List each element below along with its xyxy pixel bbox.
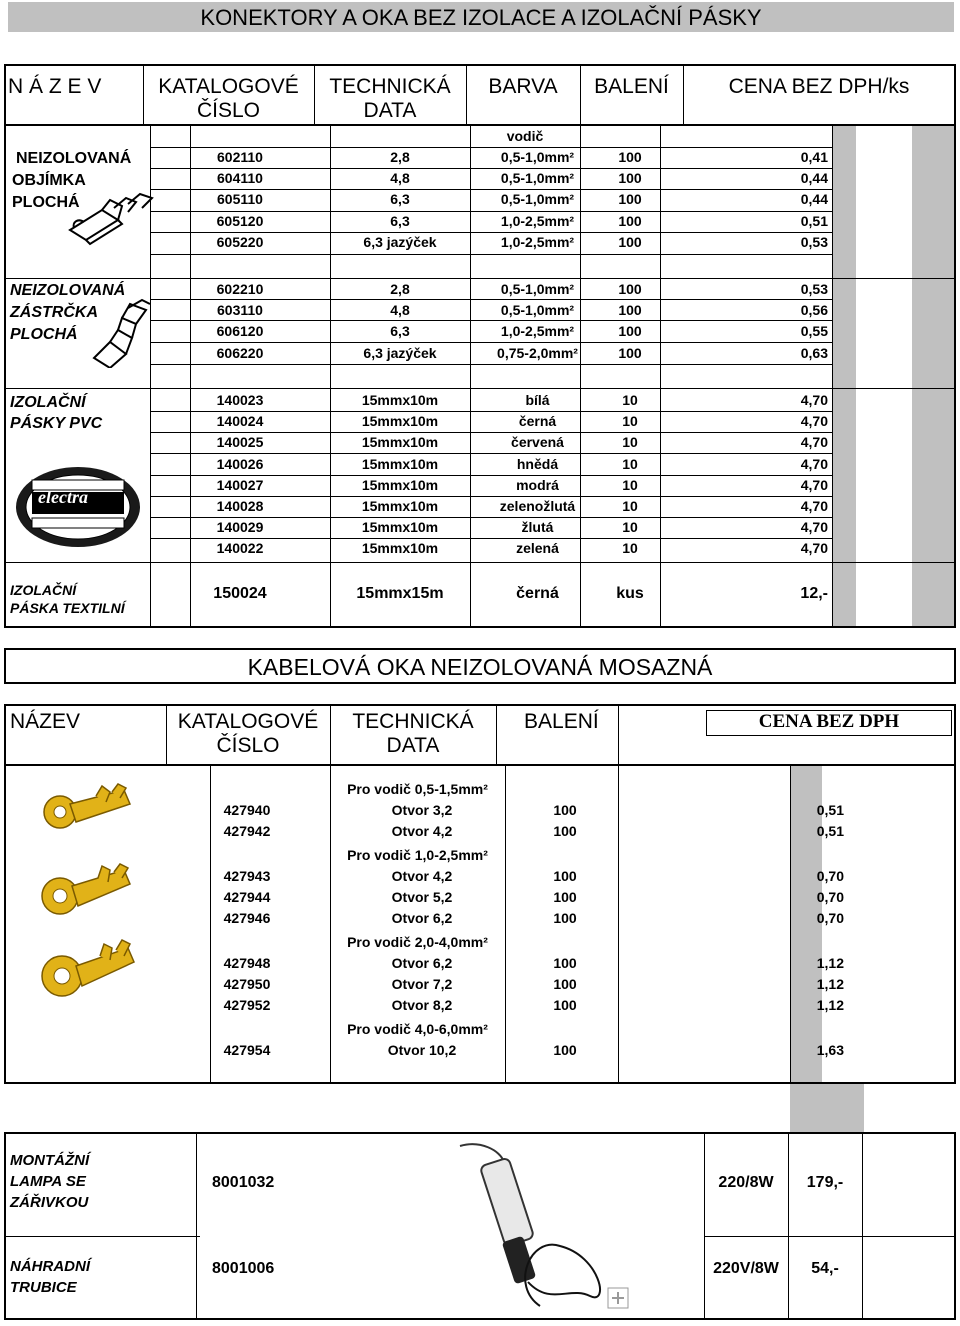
price-value: 0,41 — [800, 149, 828, 165]
price-value: 1,12 — [816, 997, 844, 1013]
pack-size: 100 — [553, 955, 577, 971]
tech-data: 4,8 — [390, 170, 410, 186]
catalog-number: 606120 — [216, 323, 264, 339]
price-value: 0,55 — [800, 323, 828, 339]
header-pack: BALENÍ — [594, 75, 669, 98]
section-title: KABELOVÁ OKA NEIZOLOVANÁ MOSAZNÁ — [247, 654, 713, 680]
pack-size: 10 — [622, 519, 638, 535]
wire-range-label: Pro vodič 0,5-1,5mm² — [347, 781, 488, 797]
header-color: BARVA — [488, 75, 558, 98]
price-value: 54,- — [811, 1260, 839, 1277]
price-value: 12,- — [800, 585, 828, 602]
price-value: 0,70 — [816, 889, 844, 905]
group-name-line: NEIZOLOVANÁ — [16, 150, 132, 167]
pack-size: 10 — [622, 540, 638, 556]
pack-size: kus — [616, 585, 644, 602]
receptacle-connector-image — [62, 188, 162, 246]
pack-size: 100 — [618, 213, 642, 229]
tech-data: 6,3 jazýček — [363, 234, 437, 250]
group-name-line: PÁSKY PVC — [10, 415, 103, 432]
tech-data: 4,8 — [390, 302, 410, 318]
pack-size: 10 — [622, 498, 638, 514]
header-catalog-2: ČÍSLO — [216, 734, 280, 757]
product-name-line: NÁHRADNÍ — [10, 1258, 90, 1275]
catalog-number: 8001006 — [212, 1260, 275, 1277]
wire-range-label: Pro vodič 2,0-4,0mm² — [347, 934, 488, 950]
header-catalog-1: KATALOGOVÉ — [177, 710, 319, 733]
tech-data: 2,8 — [390, 149, 410, 165]
header-catalog-2: ČÍSLO — [196, 99, 261, 122]
group-name-line: PLOCHÁ — [10, 326, 78, 343]
section-title-box — [4, 648, 956, 684]
tech-data: Otvor 10,2 — [387, 1042, 457, 1058]
pack-size: 100 — [553, 997, 577, 1013]
page-title: KONEKTORY A OKA BEZ IZOLACE A IZOLAČNÍ PÁSKY — [200, 5, 762, 30]
price-value: 179,- — [806, 1174, 844, 1191]
price-value: 0,44 — [800, 191, 828, 207]
pack-size: 100 — [553, 889, 577, 905]
price-value: 0,56 — [800, 302, 828, 318]
price-value: 0,51 — [816, 823, 844, 839]
header-catalog-1: KATALOGOVÉ — [158, 75, 299, 98]
tech-data: 15mmx10m — [361, 540, 439, 556]
catalog-number: 140026 — [216, 456, 264, 472]
price-value: 0,44 — [800, 170, 828, 186]
wire-range-label: Pro vodič 4,0-6,0mm² — [347, 1021, 488, 1037]
pack-size: 100 — [618, 302, 642, 318]
tech-data: Otvor 8,2 — [391, 997, 453, 1013]
color-value: bílá — [525, 392, 550, 408]
catalog-number: 140023 — [216, 392, 264, 408]
group-name-line: IZOLAČNÍ — [10, 582, 77, 598]
tab-connector-image — [88, 296, 154, 368]
catalog-number: 140024 — [216, 413, 264, 429]
group-name-line: ZÁSTRČKA — [10, 304, 98, 321]
color-value: 0,5-1,0mm² — [500, 302, 575, 318]
catalog-number: 427950 — [223, 976, 271, 992]
pack-size: 100 — [553, 823, 577, 839]
product-name-line: ZÁŘIVKOU — [10, 1194, 89, 1211]
price-value: 4,70 — [800, 477, 828, 493]
header-pack: BALENÍ — [524, 710, 599, 733]
work-lamp-image — [440, 1136, 640, 1316]
group-name-line: PLOCHÁ — [12, 194, 80, 211]
pack-size: 100 — [618, 149, 642, 165]
tech-data: 6,3 — [390, 191, 410, 207]
catalog-number: 427944 — [223, 889, 271, 905]
color-value: červená — [511, 434, 564, 450]
catalog-number: 604110 — [217, 170, 263, 186]
pack-size: 100 — [618, 191, 642, 207]
header-price: CENA BEZ DPH — [758, 711, 900, 732]
catalog-number: 150024 — [213, 585, 267, 602]
tech-data: 15mmx10m — [361, 456, 439, 472]
catalog-number: 427943 — [223, 868, 271, 884]
pack-size: 100 — [618, 170, 642, 186]
tech-data: Otvor 4,2 — [391, 868, 453, 884]
price-value: 1,12 — [816, 955, 844, 971]
color-value: zelenožlutá — [499, 498, 576, 514]
color-value: zelená — [516, 540, 559, 556]
header-name: NÁZEV — [10, 710, 81, 733]
group-name-line: IZOLAČNÍ — [10, 394, 86, 411]
tech-data: 15mmx15m — [356, 585, 444, 602]
price-value: 4,70 — [800, 413, 828, 429]
price-value: 4,70 — [800, 434, 828, 450]
product-name-line: LAMPA SE — [10, 1173, 86, 1190]
color-value: žlutá — [521, 519, 554, 535]
page-title-bar — [8, 2, 954, 32]
catalog-number: 140027 — [216, 477, 264, 493]
header-tech-2: DATA — [386, 734, 440, 757]
tech-data: Otvor 4,2 — [391, 823, 453, 839]
header-tech-1: TECHNICKÁ — [352, 710, 474, 733]
tech-data: 15mmx10m — [361, 498, 439, 514]
pack-size: 100 — [618, 345, 642, 361]
pack-size: 10 — [622, 392, 638, 408]
catalog-number: 427946 — [223, 910, 271, 926]
catalog-number: 140022 — [216, 540, 264, 556]
tech-data: Otvor 6,2 — [391, 910, 453, 926]
pack-size: 100 — [553, 910, 577, 926]
tech-data: 2,8 — [390, 281, 410, 297]
catalog-number: 140029 — [216, 519, 264, 535]
color-value: 0,5-1,0mm² — [500, 170, 575, 186]
tech-data: 15mmx10m — [361, 477, 439, 493]
tech-data: 220V/8W — [713, 1260, 779, 1277]
tech-data: 15mmx10m — [361, 413, 439, 429]
color-value: 0,5-1,0mm² — [500, 191, 575, 207]
tech-data: 6,3 — [390, 323, 410, 339]
pack-size: 10 — [622, 413, 638, 429]
group-name-line: NEIZOLOVANÁ — [10, 282, 126, 299]
price-value: 0,51 — [816, 802, 844, 818]
pack-size: 100 — [553, 1042, 577, 1058]
tech-data: 15mmx10m — [361, 392, 439, 408]
catalog-number: 427954 — [223, 1042, 271, 1058]
tech-data: 6,3 — [390, 213, 410, 229]
color-value: černá — [516, 585, 559, 602]
color-value: černá — [518, 413, 557, 429]
catalog-number: 605110 — [217, 191, 263, 207]
wire-range-label: Pro vodič 1,0-2,5mm² — [347, 847, 488, 863]
pack-size: 10 — [622, 434, 638, 450]
group-name-line: OBJÍMKA — [12, 172, 86, 189]
price-value: 0,51 — [800, 213, 828, 229]
header-name: N Á Z E V — [8, 75, 102, 98]
price-value: 0,53 — [800, 234, 828, 250]
price-value: 4,70 — [800, 392, 828, 408]
catalog-number: 427952 — [223, 997, 271, 1013]
pack-size: 100 — [618, 281, 642, 297]
catalog-number: 602110 — [217, 149, 263, 165]
price-value: 0,63 — [800, 345, 828, 361]
tech-data: 15mmx10m — [361, 434, 439, 450]
tech-data: 15mmx10m — [361, 519, 439, 535]
color-value: modrá — [516, 477, 559, 493]
price-value: 0,53 — [800, 281, 828, 297]
catalog-number: 140025 — [216, 434, 264, 450]
pack-size: 10 — [622, 477, 638, 493]
catalog-number: 605120 — [216, 213, 264, 229]
color-value: 0,75-2,0mm² — [497, 345, 578, 361]
price-value: 4,70 — [800, 540, 828, 556]
price-value: 0,70 — [816, 868, 844, 884]
catalog-number: 603110 — [217, 302, 263, 318]
product-name-line: MONTÁŽNÍ — [10, 1152, 90, 1169]
pack-size: 100 — [553, 802, 577, 818]
pack-size: 100 — [553, 868, 577, 884]
price-value: 4,70 — [800, 519, 828, 535]
pack-size: 100 — [553, 976, 577, 992]
catalog-number: 427948 — [223, 955, 271, 971]
subheader-wire: vodič — [506, 128, 544, 144]
header-tech-1: TECHNICKÁ — [329, 75, 451, 98]
catalog-number: 427942 — [223, 823, 271, 839]
catalog-number: 602210 — [216, 281, 264, 297]
tech-data: 220/8W — [718, 1174, 774, 1191]
catalog-number: 140028 — [216, 498, 264, 514]
catalog-number: 606220 — [216, 345, 264, 361]
color-value: 0,5-1,0mm² — [500, 149, 575, 165]
price-value: 1,63 — [816, 1042, 844, 1058]
pack-size: 100 — [618, 323, 642, 339]
tech-data: 6,3 jazýček — [363, 345, 437, 361]
group-name-line: PÁSKA TEXTILNÍ — [10, 600, 125, 616]
color-value: 1,0-2,5mm² — [500, 213, 575, 229]
header-tech-2: DATA — [363, 99, 417, 122]
price-value: 1,12 — [816, 976, 844, 992]
tech-data: Otvor 6,2 — [391, 955, 453, 971]
price-value: 4,70 — [800, 498, 828, 514]
tech-data: Otvor 3,2 — [391, 802, 453, 818]
color-value: hnědá — [516, 456, 559, 472]
electra-logo-text: electra — [38, 487, 88, 507]
tech-data: Otvor 5,2 — [391, 889, 453, 905]
cable-lug-medium-image — [40, 862, 136, 918]
header-price: CENA BEZ DPH/ks — [728, 75, 910, 98]
catalog-number: 605220 — [216, 234, 264, 250]
catalog-number: 8001032 — [212, 1174, 275, 1191]
price-value: 0,70 — [816, 910, 844, 926]
catalog-number: 427940 — [223, 802, 271, 818]
tech-data: Otvor 7,2 — [391, 976, 453, 992]
pack-size: 100 — [618, 234, 642, 250]
pack-size: 10 — [622, 456, 638, 472]
product-name-line: TRUBICE — [10, 1279, 77, 1296]
color-value: 1,0-2,5mm² — [500, 323, 575, 339]
cable-lug-small-image — [40, 782, 136, 834]
color-value: 1,0-2,5mm² — [500, 234, 575, 250]
price-value: 4,70 — [800, 456, 828, 472]
cable-lug-large-image — [40, 938, 140, 1000]
color-value: 0,5-1,0mm² — [500, 281, 575, 297]
